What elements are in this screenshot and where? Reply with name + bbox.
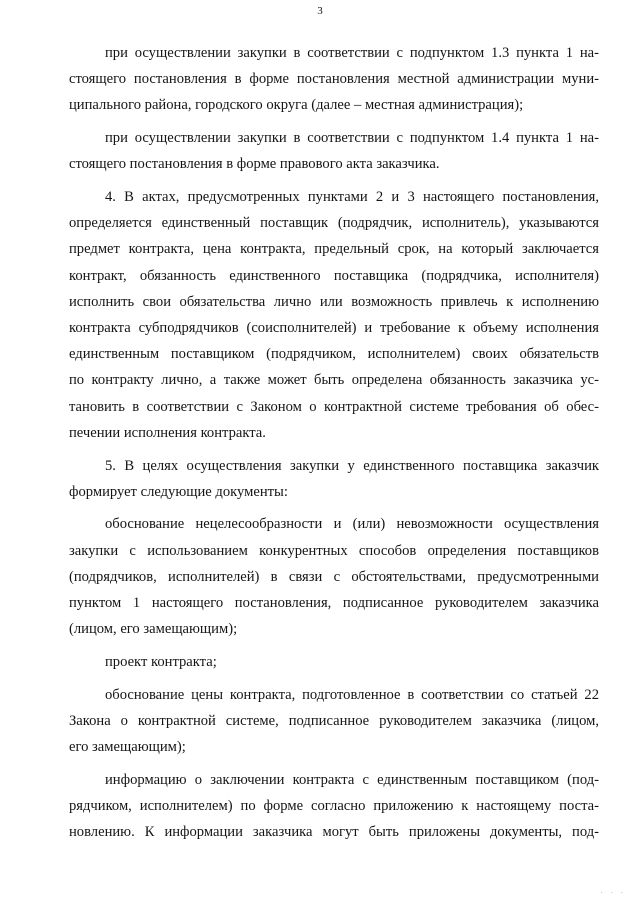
text-line: проект контракта; (105, 653, 217, 670)
paragraph-subitem-1-3 (69, 40, 599, 119)
text-line: пунктом 1 настоящего постановления, подписанное руководителем заказчика (69, 595, 599, 612)
scan-marks: · · · (600, 889, 626, 897)
text-line: тановить в соответствии с Законом о контрактной системе требования об обес- (69, 398, 599, 415)
text-line: рядчиком, исполнителем) по форме согласно приложению к настоящему поста- (69, 797, 599, 814)
paragraph-subitem-1-4 (69, 125, 599, 177)
text-line: при осуществлении закупки в соответствии с подпунктом 1.3 пункта 1 на- (105, 45, 599, 61)
text-line: формирует следующие документы: (69, 483, 288, 500)
text-line: контракта субподрядчиков (соисполнителей) и требование к объему исполнения (69, 320, 599, 337)
text-line: 4. В актах, предусмотренных пунктами 2 и 3 настоящего постановления, (105, 189, 599, 206)
text-line: печении исполнения контракта. (69, 424, 266, 441)
text-line: (подрядчиков, исполнителей) в связи с обстоятельствами, предусмотренными (69, 568, 599, 585)
text-line: предмет контракта, цена контракта, предельный срок, на который заключается (69, 241, 599, 258)
paragraph-draft-contract (69, 649, 599, 675)
paragraph-item-5 (69, 453, 599, 505)
text-line: ципального района, городского округа (далее – местная администрация); (69, 97, 524, 114)
text-line: 5. В целях осуществления закупки у единственного поставщика заказчик (105, 457, 599, 474)
text-line: его замещающим); (69, 739, 186, 756)
paragraph-price-justification (69, 682, 599, 761)
paragraph-contract-information (69, 767, 599, 846)
document-body (69, 40, 599, 845)
text-line: стоящего постановления в форме постановления местной администрации муни- (69, 71, 599, 88)
text-line: новлению. К информации заказчика могут быть приложены документы, под- (69, 824, 599, 841)
text-line: при осуществлении закупки в соответствии с подпунктом 1.4 пункта 1 на- (105, 130, 599, 147)
text-line: Закона о контрактной системе, подписанное руководителем заказчика (лицом, (69, 712, 599, 729)
text-line: (лицом, его замещающим); (69, 621, 238, 638)
text-line: по контракту лично, а также может быть определена обязанность заказчика ус- (69, 372, 599, 389)
text-line: обоснование цены контракта, подготовленное в соответствии со статьей 22 (105, 686, 599, 703)
text-line: информацию о заключении контракта с единственным поставщиком (под- (105, 771, 599, 788)
paragraph-justification (69, 511, 599, 642)
page-number: 3 (317, 5, 323, 17)
text-line: обоснование нецелесообразности и (или) невозможности осуществления (105, 516, 599, 533)
text-line: контракт, обязанность единственного поставщика (подрядчика, исполнителя) (69, 267, 599, 284)
paragraph-item-4 (69, 184, 599, 446)
text-line: стоящего постановления в форме правового акта заказчика. (69, 156, 440, 173)
text-line: единственным поставщиком (подрядчиком, исполнителем) своих обязательств (69, 346, 599, 363)
text-line: определяется единственный поставщик (подрядчик, исполнитель), указываются (69, 215, 599, 232)
text-line: исполнить свои обязательства лично или возможность привлечь к исполнению (69, 293, 599, 310)
text-line: закупки с использованием конкурентных способов определения поставщиков (69, 542, 599, 559)
